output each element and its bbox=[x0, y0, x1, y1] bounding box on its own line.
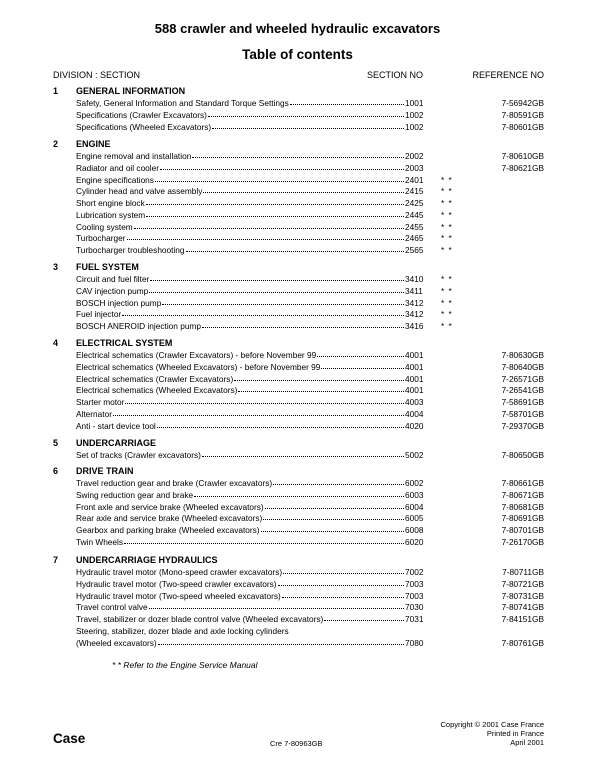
reference-number: 7-80761GB bbox=[501, 637, 544, 648]
section-number-value: 2565 bbox=[405, 245, 424, 255]
section-number-value: 3412 bbox=[405, 297, 424, 308]
entry-title: Specifications (Crawler Excavators) bbox=[76, 109, 207, 120]
dot-leader bbox=[278, 585, 404, 586]
toc-entry[interactable] bbox=[0, 321, 595, 332]
reference-number: 7-26571GB bbox=[501, 373, 544, 384]
reference-number: 7-58701GB bbox=[501, 408, 544, 419]
toc-entry[interactable] bbox=[0, 385, 595, 396]
entry-title: (Wheeled excavators) bbox=[76, 637, 157, 648]
reference-number: 7-80711GB bbox=[502, 567, 544, 577]
section-number-value: 3411 bbox=[405, 285, 423, 296]
engine-manual-marker: * * bbox=[441, 174, 453, 185]
section-number-value: 1001 bbox=[405, 98, 424, 108]
division-header: DIVISION : SECTION bbox=[53, 70, 141, 80]
toc-entry[interactable] bbox=[0, 537, 595, 548]
section-number-value: 2465 bbox=[405, 233, 424, 244]
toc-entry[interactable] bbox=[0, 513, 595, 524]
section-title: UNDERCARRIAGE HYDRAULICS bbox=[76, 555, 218, 565]
dot-leader bbox=[146, 204, 404, 205]
engine-manual-marker: * * bbox=[441, 297, 453, 308]
engine-manual-marker: * * bbox=[441, 198, 453, 208]
entry-title: Hydraulic travel motor (Two-speed wheeled excavators) bbox=[76, 590, 281, 601]
section-number-value: 7080 bbox=[405, 637, 424, 648]
dot-leader bbox=[265, 508, 404, 509]
dot-leader bbox=[134, 228, 404, 229]
entry-title: Front axle and service brake (Wheeled excavators) bbox=[76, 501, 264, 512]
entry-title: CAV injection pump bbox=[76, 285, 149, 296]
toc-entry[interactable] bbox=[0, 110, 595, 121]
toc-entry[interactable] bbox=[0, 233, 595, 244]
toc-entry[interactable] bbox=[0, 362, 595, 373]
entry-title: Hydraulic travel motor (Two-speed crawler excavators) bbox=[76, 578, 277, 589]
section-number: 5 bbox=[53, 438, 59, 448]
entry-title: Fuel injector bbox=[76, 309, 122, 320]
toc-entry[interactable] bbox=[0, 591, 595, 602]
toc-entry[interactable] bbox=[0, 502, 595, 513]
dot-leader bbox=[149, 608, 404, 609]
dot-leader bbox=[261, 531, 404, 532]
section-number: 1 bbox=[53, 86, 59, 96]
toc-entry[interactable] bbox=[0, 210, 595, 221]
reference-number: 7-80640GB bbox=[501, 361, 544, 372]
entry-title: Safety, General Information and Standard Torque Settings bbox=[76, 98, 289, 108]
entry-title: Cylinder head and valve assembly bbox=[76, 186, 203, 197]
entry-title: Electrical schematics (Wheeled Excavators) bbox=[76, 385, 238, 396]
engine-manual-marker: * * bbox=[441, 221, 453, 232]
section-number: 7 bbox=[53, 555, 59, 565]
toc-entry[interactable] bbox=[0, 525, 595, 536]
entry-title: Steering, stabilizer, dozer blade and axle locking cylinders bbox=[76, 625, 289, 636]
entry-title: Turbocharger bbox=[76, 233, 126, 244]
toc-entry[interactable] bbox=[0, 567, 595, 578]
section-number-value: 7002 bbox=[405, 567, 424, 577]
section-number-value: 4001 bbox=[405, 361, 424, 372]
dot-leader bbox=[150, 280, 404, 281]
toc-entry[interactable] bbox=[0, 198, 595, 209]
dot-leader bbox=[317, 356, 404, 357]
copyright-block bbox=[441, 720, 545, 747]
section-number-value: 5002 bbox=[405, 450, 424, 460]
toc-entry[interactable] bbox=[0, 98, 595, 109]
reference-number: 7-80741GB bbox=[501, 602, 544, 613]
dot-leader bbox=[202, 456, 404, 457]
section-number-value: 2002 bbox=[405, 151, 424, 161]
section-number-value: 2003 bbox=[405, 162, 424, 173]
reference-no-header: REFERENCE NO bbox=[472, 70, 544, 80]
dot-leader bbox=[157, 427, 404, 428]
toc-entry[interactable] bbox=[0, 309, 595, 320]
dot-leader bbox=[158, 644, 404, 645]
date-line: April 2001 bbox=[510, 738, 544, 747]
reference-number: 7-80591GB bbox=[501, 109, 544, 120]
dot-leader bbox=[194, 496, 404, 497]
section-title: FUEL SYSTEM bbox=[76, 262, 139, 272]
section-number-value: 7003 bbox=[405, 578, 424, 589]
section-title: ENGINE bbox=[76, 139, 111, 149]
toc-entry[interactable] bbox=[0, 374, 595, 385]
entry-title: Circuit and fuel filter bbox=[76, 274, 150, 284]
copyright-line: Copyright © 2001 Case France bbox=[440, 720, 544, 729]
dot-leader bbox=[202, 327, 404, 328]
dot-leader bbox=[113, 415, 404, 416]
entry-title: Travel, stabilizer or dozer blade control valve (Wheeled excavators) bbox=[76, 614, 324, 624]
engine-manual-marker: * * bbox=[441, 245, 453, 255]
reference-number: 7-80630GB bbox=[501, 350, 544, 360]
entry-title: Swing reduction gear and brake bbox=[76, 489, 194, 500]
dot-leader bbox=[162, 304, 404, 305]
reference-number: 7-80621GB bbox=[501, 162, 544, 173]
section-number-value: 6020 bbox=[405, 536, 424, 547]
section-number-value: 2425 bbox=[405, 198, 424, 208]
section-number-value: 2455 bbox=[405, 221, 424, 232]
engine-manual-marker: * * bbox=[441, 321, 453, 331]
toc-entry[interactable] bbox=[0, 286, 595, 297]
dot-leader bbox=[283, 573, 404, 574]
dot-leader bbox=[155, 181, 404, 182]
reference-number: 7-29370GB bbox=[501, 420, 544, 431]
entry-title: Engine specifications bbox=[76, 174, 154, 185]
dot-leader bbox=[127, 239, 404, 240]
toc-entry[interactable] bbox=[0, 186, 595, 197]
engine-manual-marker: * * bbox=[441, 186, 453, 197]
section-number-value: 4001 bbox=[405, 373, 424, 384]
dot-leader bbox=[186, 251, 404, 252]
entry-title: Travel reduction gear and brake (Crawler excavators) bbox=[76, 478, 273, 488]
section-number-value: 4004 bbox=[405, 408, 424, 419]
entry-title: BOSCH ANEROID injection pump bbox=[76, 321, 201, 331]
entry-title: Specifications (Wheeled Excavators) bbox=[76, 121, 212, 132]
reference-number: 7-80601GB bbox=[501, 121, 544, 132]
dot-leader bbox=[208, 116, 404, 117]
dot-leader bbox=[324, 620, 404, 621]
entry-title: Electrical schematics (Crawler Excavators) - before November 99 bbox=[76, 350, 317, 360]
section-number-value: 4003 bbox=[405, 397, 424, 407]
brand-logo: Case bbox=[53, 731, 86, 746]
reference-number: 7-58691GB bbox=[501, 397, 544, 407]
section-title: UNDERCARRIAGE bbox=[76, 438, 157, 448]
entry-title: Twin Wheels bbox=[76, 536, 124, 547]
entry-title: Electrical schematics (Crawler Excavators) bbox=[76, 373, 234, 384]
reference-number: 7-80671GB bbox=[501, 489, 544, 500]
entry-title: Alternator bbox=[76, 408, 112, 419]
section-number-value: 6003 bbox=[405, 489, 424, 500]
toc-entry[interactable] bbox=[0, 122, 595, 133]
dot-leader bbox=[234, 380, 404, 381]
entry-title: BOSCH injection pump bbox=[76, 297, 162, 308]
toc-entry[interactable] bbox=[0, 274, 595, 285]
toc-entry[interactable] bbox=[0, 490, 595, 501]
section-number-value: 2415 bbox=[405, 186, 424, 197]
engine-manual-marker: * * bbox=[441, 274, 453, 284]
dot-leader bbox=[203, 192, 404, 193]
toc-entry[interactable] bbox=[0, 222, 595, 233]
section-number-value: 7003 bbox=[405, 590, 424, 601]
entry-title: Radiator and oil cooler bbox=[76, 162, 160, 173]
reference-number: 7-26541GB bbox=[501, 385, 544, 396]
document-title: 588 crawler and wheeled hydraulic excavators bbox=[154, 21, 441, 36]
reference-number: 7-80610GB bbox=[501, 151, 544, 161]
toc-entry[interactable] bbox=[0, 409, 595, 420]
document-reference: Cre 7-80963GB bbox=[270, 739, 323, 748]
reference-number: 7-84151GB bbox=[501, 614, 544, 624]
section-number-value: 7030 bbox=[405, 602, 424, 613]
dot-leader bbox=[263, 519, 404, 520]
reference-number: 7-26170GB bbox=[501, 536, 544, 547]
dot-leader bbox=[321, 368, 404, 369]
dot-leader bbox=[192, 157, 404, 158]
section-number-value: 3416 bbox=[405, 321, 424, 331]
section-number: 2 bbox=[53, 139, 59, 149]
dot-leader bbox=[124, 543, 404, 544]
reference-number: 7-56942GB bbox=[501, 98, 544, 108]
entry-title: Rear axle and service brake (Wheeled excavators) bbox=[76, 513, 263, 524]
toc-entry[interactable] bbox=[0, 298, 595, 309]
reference-number: 7-80701GB bbox=[501, 525, 544, 535]
toc-entry[interactable] bbox=[0, 626, 595, 637]
dot-leader bbox=[273, 484, 404, 485]
section-number-value: 4020 bbox=[405, 420, 424, 431]
engine-manual-marker: * * bbox=[441, 309, 453, 320]
section-number: 4 bbox=[53, 338, 59, 348]
section-number-value: 3410 bbox=[405, 274, 424, 284]
footnote: * * Refer to the Engine Service Manual bbox=[112, 660, 258, 670]
toc-entry[interactable] bbox=[0, 350, 595, 361]
section-number-value: 3412 bbox=[405, 309, 424, 320]
entry-title: Anti - start device tool bbox=[76, 420, 156, 431]
toc-entry[interactable] bbox=[0, 421, 595, 432]
section-number: 3 bbox=[53, 262, 59, 272]
dot-leader bbox=[290, 104, 404, 105]
dot-leader bbox=[238, 391, 404, 392]
section-number-value: 6002 bbox=[405, 478, 424, 488]
section-number-value: 1002 bbox=[405, 109, 424, 120]
toc-entry[interactable] bbox=[0, 163, 595, 174]
section-number-value: 7031 bbox=[405, 614, 424, 624]
section-no-header: SECTION NO bbox=[367, 70, 424, 80]
reference-number: 7-80661GB bbox=[501, 478, 544, 488]
entry-title: Starter motor bbox=[76, 397, 125, 407]
dot-leader bbox=[160, 169, 404, 170]
dot-leader bbox=[125, 403, 404, 404]
toc-entry[interactable] bbox=[0, 579, 595, 590]
section-number-value: 4001 bbox=[405, 385, 424, 396]
section-number: 6 bbox=[53, 466, 59, 476]
toc-entry[interactable] bbox=[0, 151, 595, 162]
entry-title: Electrical schematics (Wheeled Excavators) - before November 99 bbox=[76, 361, 321, 372]
entry-title: Travel control valve bbox=[76, 602, 148, 613]
section-number-value: 2401 bbox=[405, 174, 424, 185]
section-number-value: 2445 bbox=[405, 209, 424, 220]
section-title: DRIVE TRAIN bbox=[76, 466, 134, 476]
section-title: ELECTRICAL SYSTEM bbox=[76, 338, 173, 348]
dot-leader bbox=[212, 128, 404, 129]
section-number-value: 6008 bbox=[405, 525, 424, 535]
toc-entry[interactable] bbox=[0, 638, 595, 649]
toc-entry[interactable] bbox=[0, 245, 595, 256]
dot-leader bbox=[146, 216, 404, 217]
printed-line: Printed in France bbox=[486, 729, 544, 738]
toc-entry[interactable] bbox=[0, 450, 595, 461]
engine-manual-marker: * * bbox=[441, 285, 453, 296]
entry-title: Turbocharger troubleshooting bbox=[76, 245, 185, 255]
dot-leader bbox=[122, 315, 404, 316]
entry-title: Hydraulic travel motor (Mono-speed crawler excavators) bbox=[76, 567, 283, 577]
entry-title: Gearbox and parking brake (Wheeled excavators) bbox=[76, 525, 260, 535]
reference-number: 7-80731GB bbox=[501, 590, 544, 601]
dot-leader bbox=[282, 597, 404, 598]
toc-entry[interactable] bbox=[0, 602, 595, 613]
toc-entry[interactable] bbox=[0, 397, 595, 408]
reference-number: 7-80691GB bbox=[501, 513, 544, 524]
section-number-value: 1002 bbox=[405, 121, 424, 132]
entry-title: Lubrication system bbox=[76, 209, 146, 220]
engine-manual-marker: * * bbox=[441, 233, 453, 244]
entry-title: Engine removal and installation bbox=[76, 151, 192, 161]
section-number-value: 4001 bbox=[405, 350, 424, 360]
section-number-value: 6005 bbox=[405, 513, 424, 524]
reference-number: 7-80681GB bbox=[501, 501, 544, 512]
reference-number: 7-80650GB bbox=[501, 450, 544, 460]
dot-leader bbox=[149, 292, 404, 293]
toc-entry[interactable] bbox=[0, 478, 595, 489]
toc-entry[interactable] bbox=[0, 175, 595, 186]
reference-number: 7-80721GB bbox=[501, 578, 544, 589]
toc-title: Table of contents bbox=[242, 47, 353, 62]
engine-manual-marker: * * bbox=[441, 209, 453, 220]
entry-title: Short engine block bbox=[76, 198, 145, 208]
section-number-value: 6004 bbox=[405, 501, 424, 512]
entry-title: Set of tracks (Crawler excavators) bbox=[76, 450, 201, 460]
entry-title: Cooling system bbox=[76, 221, 133, 232]
section-title: GENERAL INFORMATION bbox=[76, 86, 186, 96]
toc-entry[interactable] bbox=[0, 614, 595, 625]
